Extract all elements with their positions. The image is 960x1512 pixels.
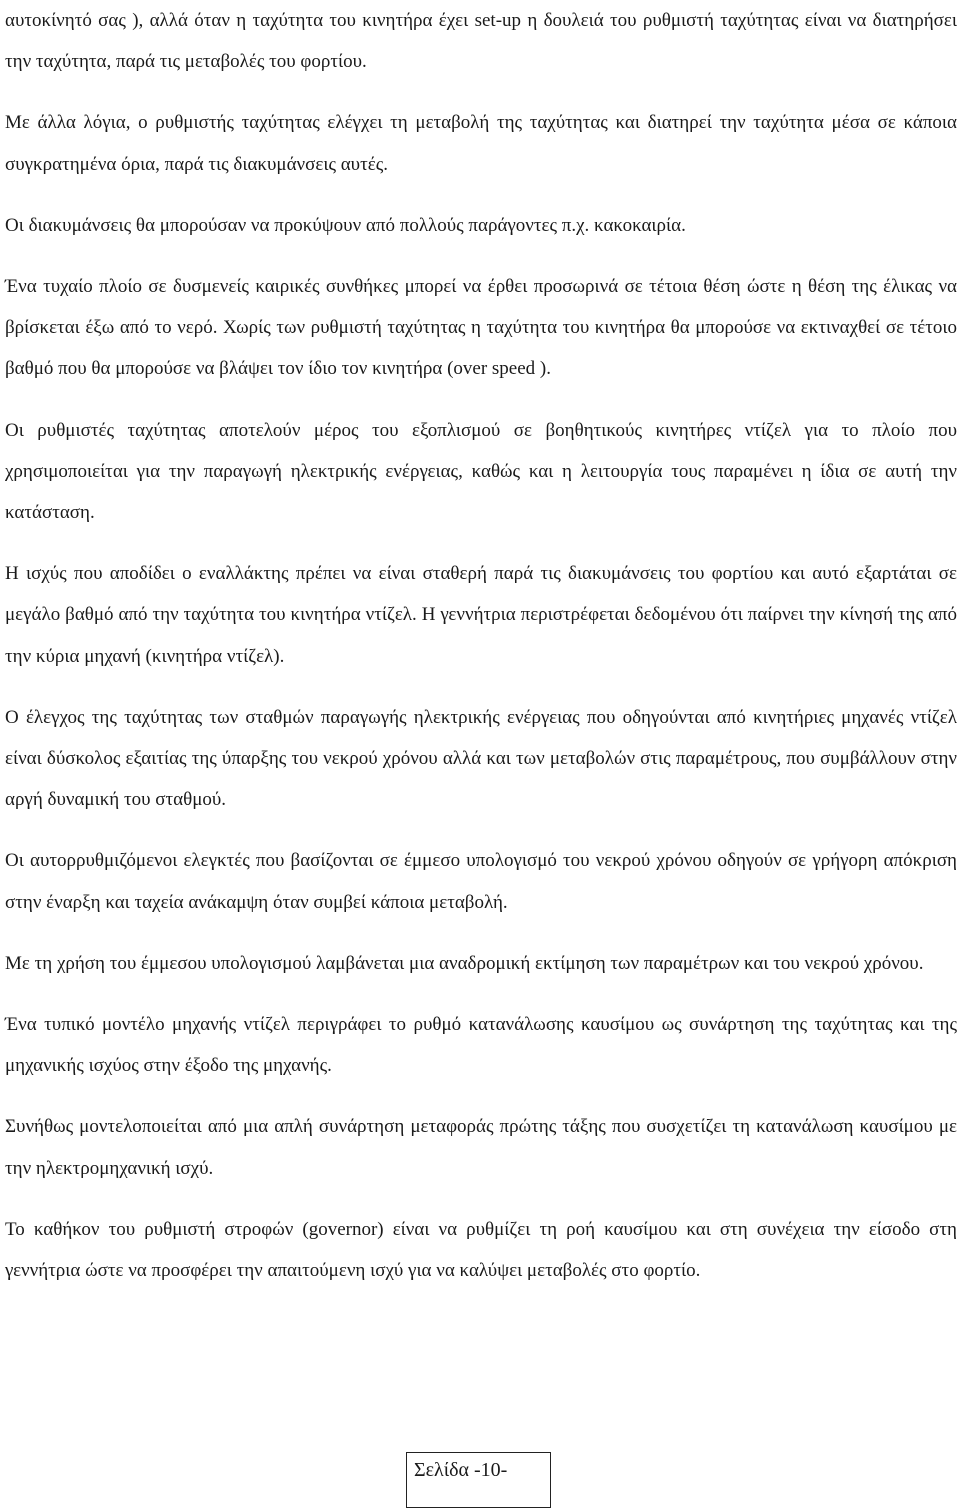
paragraph: αυτοκίνητό σας ), αλλά όταν η ταχύτητα του κινητήρα έχει set-up η δουλειά του ρυθμιστή ταχύτητας είναι να διατηρήσει την ταχύτητα, παρά τις μεταβολές του φορτίου.	[5, 10, 957, 73]
paragraph: Οι αυτορρυθμιζόμενοι ελεγκτές που βασίζονται σε έμμεσο υπολογισμό του νεκρού χρόνου οδηγούν σε γρήγορη απόκριση στην έναρξη και ταχεία ανάκαμψη όταν συμβεί κάποια μεταβολή.	[5, 850, 957, 913]
paragraph: Ένα τυπικό μοντέλο μηχανής ντίζελ περιγράφει το ρυθμό κατανάλωσης καυσίμου ως συνάρτηση της ταχύτητας και της μηχανικής ισχύος στην έξοδο της μηχανής.	[5, 1014, 957, 1077]
paragraph: Η ισχύς που αποδίδει ο εναλλάκτης πρέπει να είναι σταθερή παρά τις διακυμάνσεις του φορτίου και αυτό εξαρτάται σε μεγάλο βαθμό από την ταχύτητα του κινητήρα ντίζελ. Η γεννήτρια περιστρέφεται δεδομένου ότι παίρνει την κίνησή της από την κύρια μηχανή (κινητήρα ντίζελ).	[5, 563, 957, 667]
paragraph: Συνήθως μοντελοποιείται από μια απλή συνάρτηση μεταφοράς πρώτης τάξης που συσχετίζει τη κατανάλωση καυσίμου με την ηλεκτρομηχανική ισχύ.	[5, 1116, 957, 1179]
paragraph: Ο έλεγχος της ταχύτητας των σταθμών παραγωγής ηλεκτρικής ενέργειας που οδηγούνται από κινητήριες μηχανές ντίζελ είναι δύσκολος εξαιτίας της ύπαρξης του νεκρού χρόνου αλλά και των μεταβολών στις παραμέτρους, που συμβάλλουν στην αργή δυναμική του σταθμού.	[5, 706, 957, 811]
paragraph: Οι ρυθμιστές ταχύτητας αποτελούν μέρος του εξοπλισμού σε βοηθητικούς κινητήρες ντίζελ για το πλοίο που χρησιμοποιείται για την παραγωγή ηλεκτρικής ενέργειας, καθώς και η λειτουργία τους παραμένει η ίδια σε αυτή την κατάσταση.	[5, 419, 957, 524]
paragraph: Με τη χρήση του έμμεσου υπολογισμού λαμβάνεται μια αναδρομική εκτίμηση των παραμέτρων και του νεκρού χρόνου.	[5, 952, 924, 974]
paragraph: Ένα τυχαίο πλοίο σε δυσμενείς καιρικές συνθήκες μπορεί να έρθει προσωρινά σε τέτοια θέση ώστε η θέση της έλικας να βρίσκεται έξω από το νερό. Χωρίς των ρυθμιστή ταχύτητας η ταχύτητα του κινητήρα θα μπορούσε να εκτιναχθεί σε τέτοιο βαθμό που θα μπορούσε να βλάψει τον ίδιο τον κινητήρα (over speed ).	[5, 276, 957, 380]
document-body	[5, 0, 957, 1291]
page-number-box	[406, 1452, 551, 1508]
page-number: Σελίδα -10-	[414, 1459, 508, 1481]
paragraph: Το καθήκον του ρυθμιστή στροφών (governor) είναι να ρυθμίζει τη ροή καυσίμου και στη συνέχεια την είσοδο στη γεννήτρια ώστε να προσφέρει την απαιτούμενη ισχύ για να καλύψει μεταβολές στο φορτίο.	[5, 1218, 957, 1282]
paragraph: Οι διακυμάνσεις θα μπορούσαν να προκύψουν από πολλούς παράγοντες π.χ. κακοκαιρία.	[5, 214, 686, 236]
paragraph: Με άλλα λόγια, ο ρυθμιστής ταχύτητας ελέγχει τη μεταβολή της ταχύτητας και διατηρεί την ταχύτητα μέσα σε κάποια συγκρατημένα όρια, παρά τις διακυμάνσεις αυτές.	[5, 112, 957, 175]
